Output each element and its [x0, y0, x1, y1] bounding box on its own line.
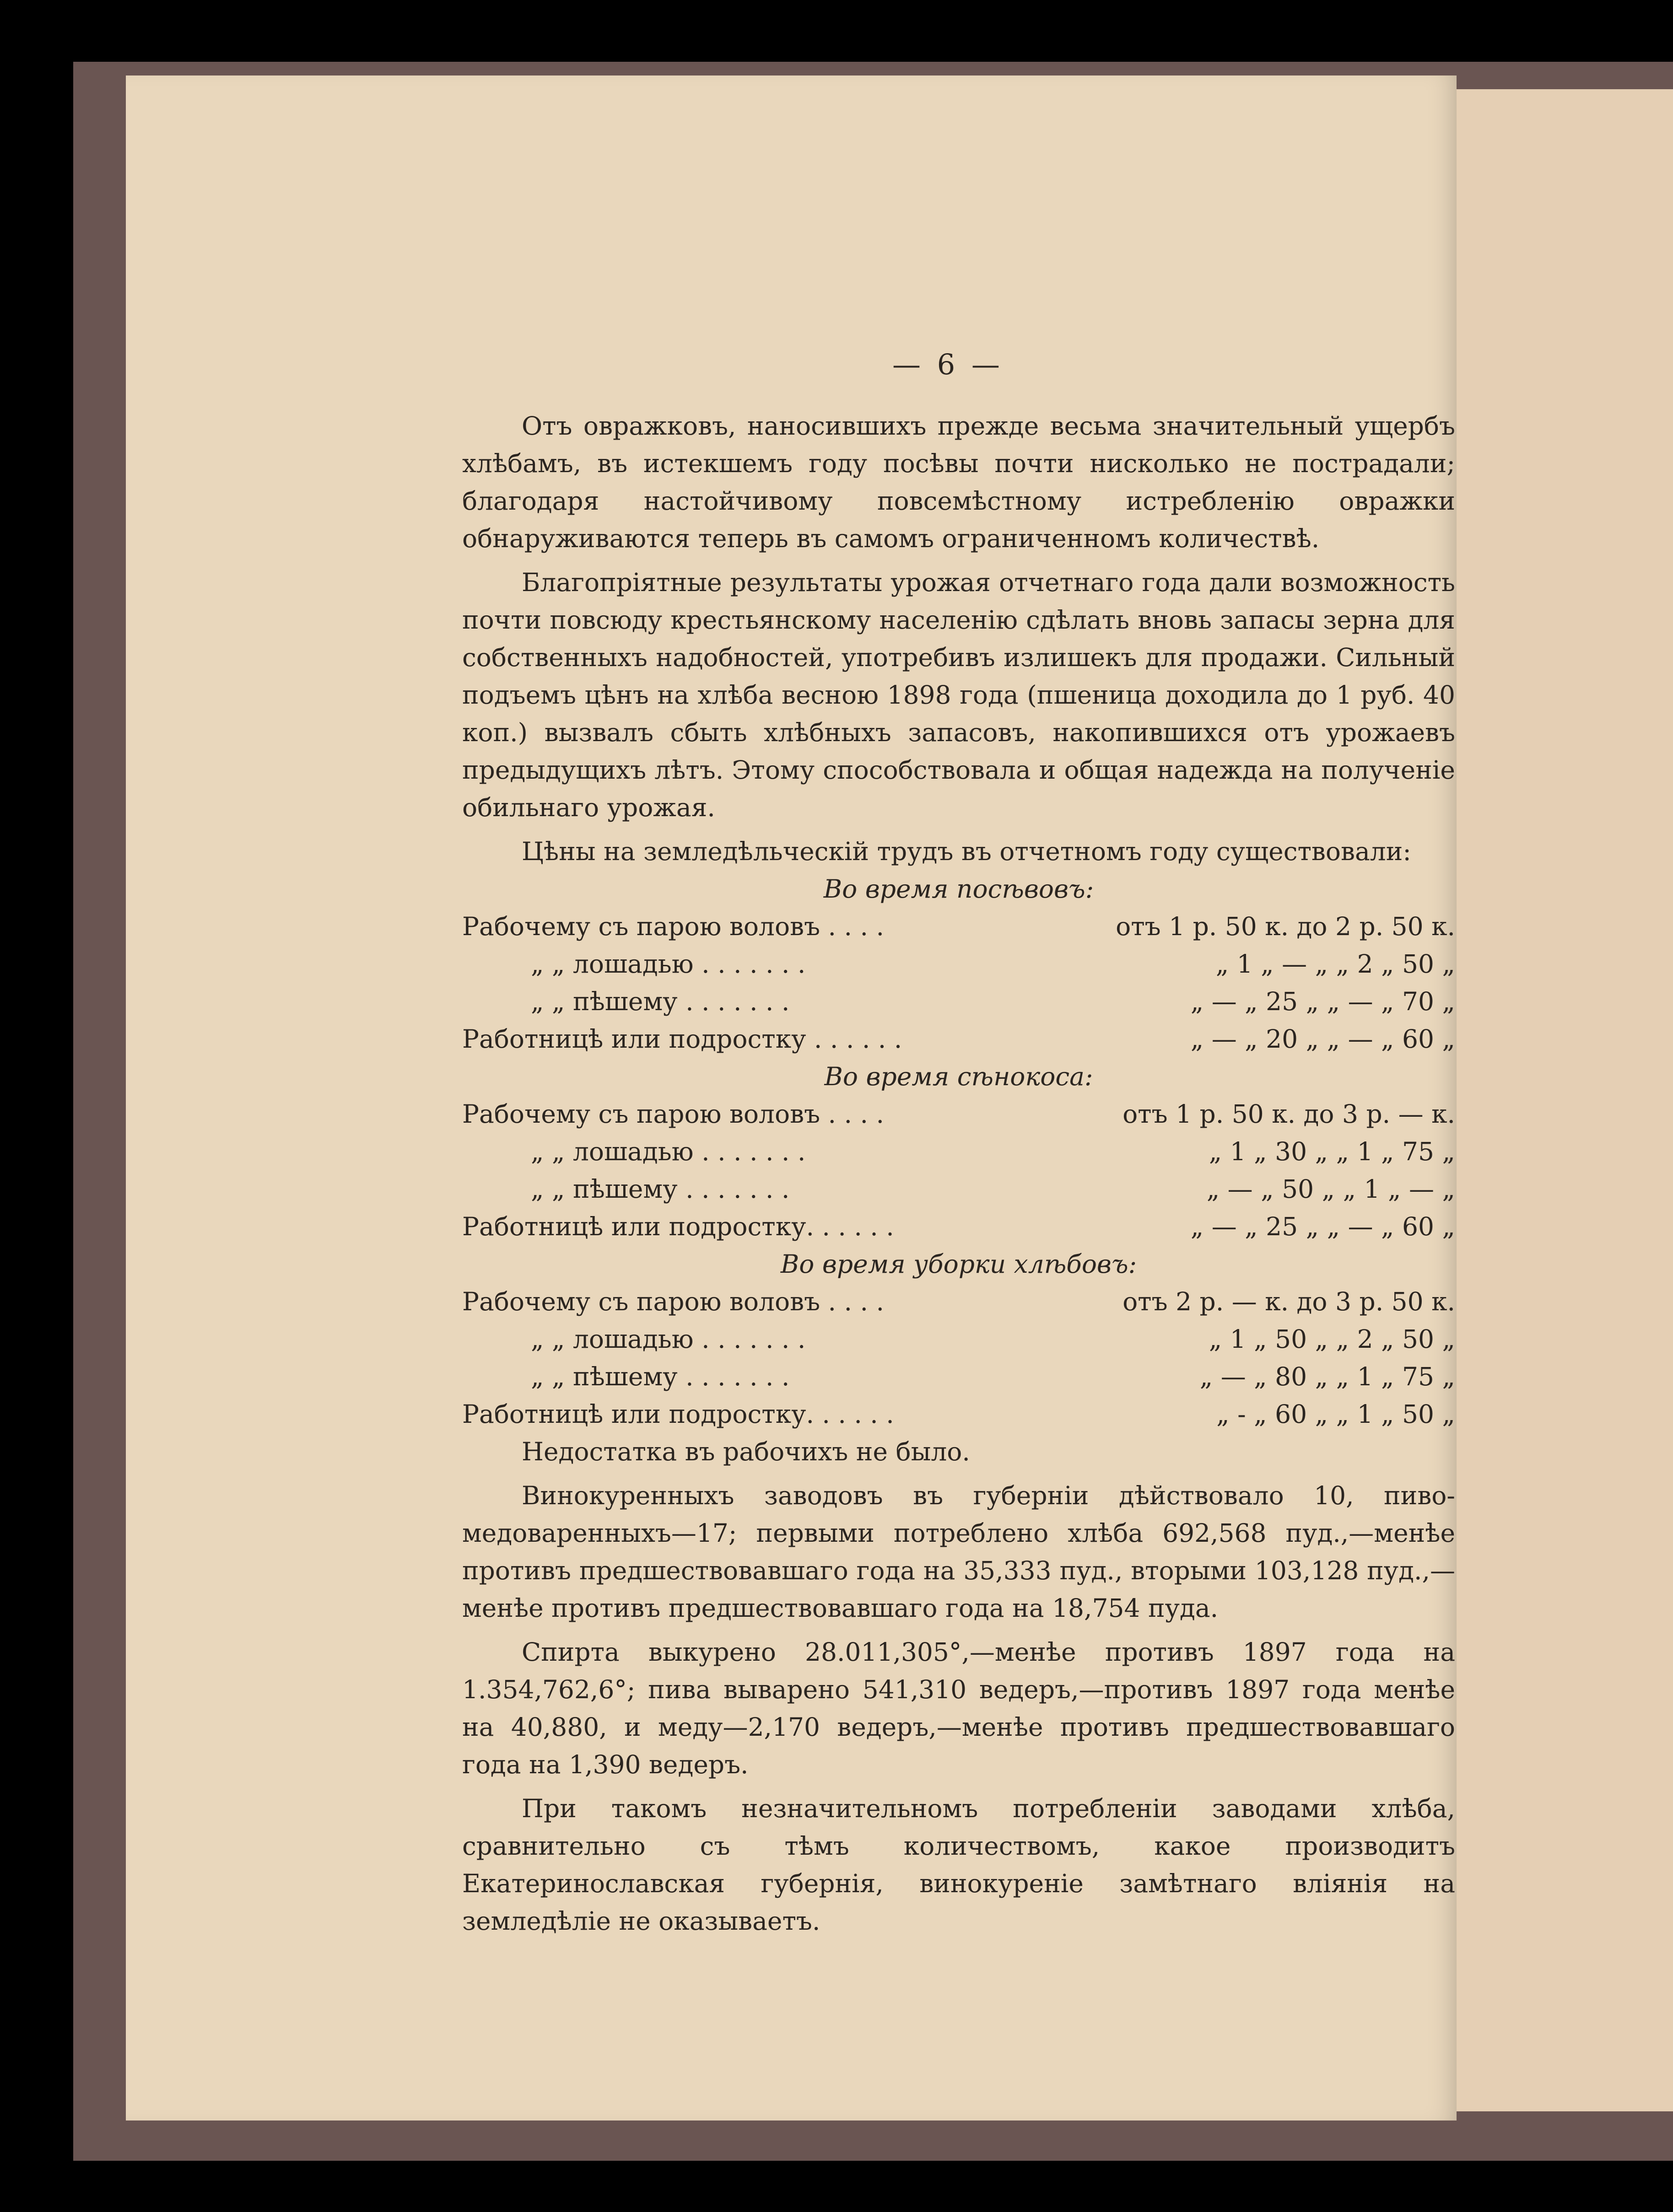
table-row [462, 1320, 1455, 1358]
paragraph-1: Отъ овражковъ, наносившихъ прежде весьма значительный ущербъ хлѣбамъ, въ истекшемъ году посѣвы почти нисколько не пострадали; благодаря настойчивому повсемѣстному истребленію овражки обнаруживаются теперь въ самомъ ограниченномъ количествѣ. [462, 411, 1455, 553]
section-title-haymaking: Во время сѣнокоса: [824, 1062, 1093, 1091]
page-text [462, 407, 1455, 1940]
paragraph-6: При такомъ незначительномъ потребленіи заводами хлѣба, сравнительно съ тѣмъ количествомъ, какое производитъ Екатеринославская губернія, винокуреніе замѣтнаго вліянія на земледѣліе не оказываетъ. [462, 1794, 1455, 1936]
section-title-harvest: Во время уборки хлѣбовъ: [780, 1249, 1137, 1279]
page-number: — 6 — [892, 348, 1004, 381]
table-row [462, 1020, 1455, 1058]
row-value: отъ 2 р. — к. до 3 р. 50 к. [1123, 1287, 1455, 1316]
row-label: „ „ пѣшему . . . . . . . [531, 1174, 790, 1204]
table-row [462, 1133, 1455, 1170]
row-label: Работницѣ или подростку. . . . . . [462, 1212, 894, 1241]
row-value: отъ 1 р. 50 к. до 3 р. — к. [1123, 1099, 1455, 1129]
paragraph-4: Винокуренныхъ заводовъ въ губерніи дѣйствовало 10, пиво-медоваренныхъ—17; первыми потреблено хлѣба 692,568 пуд.,—менѣе противъ предшествовавшаго года на 35,333 пуд., вторыми 103,128 пуд.,—менѣе противъ предшествовавшаго года на 18,754 пуда. [462, 1481, 1455, 1623]
after-table-line: Недостатка въ рабочихъ не было. [522, 1437, 970, 1466]
row-value: „ — „ 80 „ „ 1 „ 75 „ [1199, 1362, 1455, 1391]
row-label: „ „ лошадью . . . . . . . [531, 949, 806, 979]
table-row [462, 1208, 1455, 1245]
table-row [462, 983, 1455, 1020]
row-label: „ „ лошадью . . . . . . . [531, 1324, 806, 1354]
row-label: Рабочему съ парою воловъ . . . . [462, 912, 884, 941]
facing-page-edge [1455, 89, 1673, 2111]
row-value: „ 1 „ 50 „ „ 2 „ 50 „ [1209, 1324, 1455, 1354]
row-value: отъ 1 р. 50 к. до 2 р. 50 к. [1116, 912, 1455, 941]
section-title-sowing: Во время посѣвовъ: [823, 874, 1094, 904]
table-row [462, 1170, 1455, 1208]
table-row [462, 1358, 1455, 1395]
row-value: „ - „ 60 „ „ 1 „ 50 „ [1216, 1399, 1455, 1429]
row-value: „ — „ 20 „ „ — „ 60 „ [1190, 1024, 1455, 1054]
table-row [462, 1283, 1455, 1320]
paragraph-5: Спирта выкурено 28.011,305°,—менѣе противъ 1897 года на 1.354,762,6°; пива выварено 541,310 ведеръ,—противъ 1897 года менѣе на 40,880, и меду—2,170 ведеръ,—менѣе противъ предшествовавшаго года на 1,390 ведеръ. [462, 1637, 1455, 1779]
row-label: „ „ пѣшему . . . . . . . [531, 1362, 790, 1391]
row-label: Работницѣ или подростку . . . . . . [462, 1024, 902, 1054]
row-value: „ — „ 50 „ „ 1 „ — „ [1206, 1174, 1455, 1204]
row-value: „ — „ 25 „ „ — „ 70 „ [1190, 987, 1455, 1016]
row-value: „ — „ 25 „ „ — „ 60 „ [1190, 1212, 1455, 1241]
row-label: Работницѣ или подростку. . . . . . [462, 1399, 894, 1429]
paragraph-3: Цѣны на земледѣльческій трудъ въ отчетномъ году существовали: [522, 837, 1411, 866]
row-label: Рабочему съ парою воловъ . . . . [462, 1099, 884, 1129]
row-label: „ „ пѣшему . . . . . . . [531, 987, 790, 1016]
row-label: Рабочему съ парою воловъ . . . . [462, 1287, 884, 1316]
row-label: „ „ лошадью . . . . . . . [531, 1137, 806, 1166]
table-row [462, 1095, 1455, 1133]
row-value: „ 1 „ 30 „ „ 1 „ 75 „ [1209, 1137, 1455, 1166]
table-row [462, 908, 1455, 945]
table-row [462, 945, 1455, 983]
row-value: „ 1 „ — „ „ 2 „ 50 „ [1215, 949, 1455, 979]
table-row [462, 1395, 1455, 1433]
paragraph-2: Благопріятные результаты урожая отчетнаго года дали возможность почти повсюду крестьянскому населенію сдѣлать вновь запасы зерна для собственныхъ надобностей, употребивъ излишекъ для продажи. Сильный подъемъ цѣнъ на хлѣба весною 1898 года (пшеница доходила до 1 руб. 40 коп.) вызвалъ сбыть хлѣбныхъ запасовъ, накопившихся отъ урожаевъ предыдущихъ лѣтъ. Этому способствовала и общая надежда на полученіе обильнаго урожая. [462, 568, 1455, 822]
